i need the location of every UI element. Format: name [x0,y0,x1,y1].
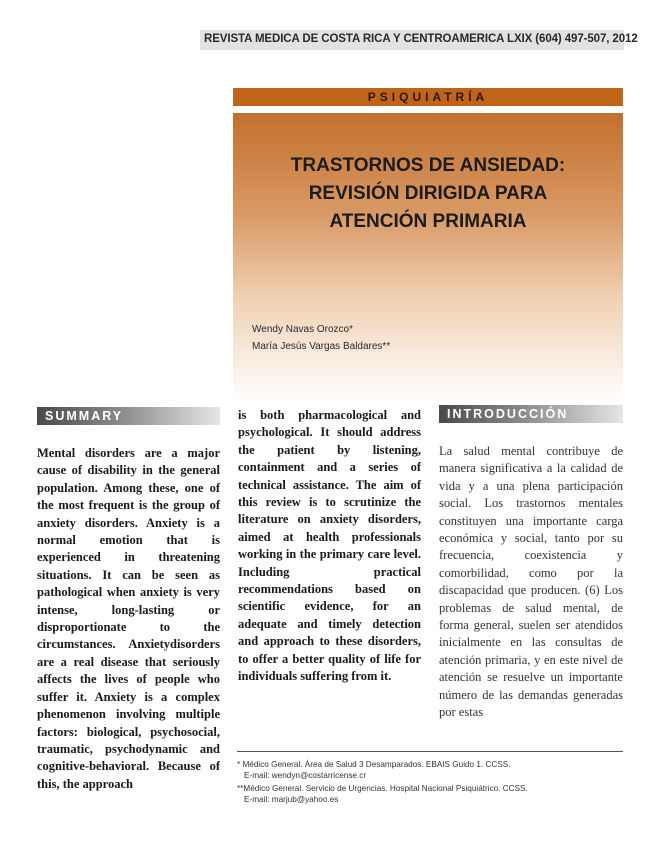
intro-heading-bar [439,405,623,423]
summary-heading-bar [37,407,220,425]
footnote-2: **Médico General. Servicio de Urgencias. Hospital Nacional Psiquiátrico. CCSS. [237,784,528,793]
footnote-1-email: E-mail: wendyn@costarricense.cr [244,771,367,780]
footnote-rule [237,751,623,752]
intro-heading: INTRODUCCIÓN [447,407,569,421]
footnote-2-email: E-mail: marjub@yahoo.es [244,795,339,804]
section-label: PSIQUIATRÍA [367,90,489,104]
title-line-3: ATENCIÓN PRIMARIA [329,211,527,232]
summary-heading: SUMMARY [45,409,124,423]
intro-text: La salud mental contribuye de manera significativa a la calidad de vida y a una plena participación social. Los trastornos mentales constituyen una importante carga económica y social, tanto por su frecuencia, coexistencia y comorbilidad, como por la discapacidad que producen. (6) Los problemas de salud mental, de forma general, suelen ser atendidos inicialmente en las consultas de atención primaria, y en este nivel de atención se resuelve un importante número de las demandas generadas por estas [439,444,623,720]
title-line-1: TRASTORNOS DE ANSIEDAD: [290,155,566,176]
author-1: Wendy Navas Orozco* [252,324,353,335]
journal-header: REVISTA MEDICA DE COSTA RICA Y CENTROAMERICA LXIX (604) 497-507, 2012 [204,33,638,45]
section-band [233,88,623,106]
summary-column-2: is both pharmacological and psychological. It should address the patient by listening, containment and a series of technical assistance. The aim of this review is to scrutinize the literature on anxiety disorders, aimed at health professionals working in the primary care level. Including practical recommendations based on scientific evidence, for an adequate and timely detection and approach to these disorders, to offer a better quality of life for individuals suffering from it. [238,408,421,684]
article-title [233,152,623,236]
footnote-1: * Médico General. Área de Salud 3 Desamparados. EBAIS Guido 1. CCSS. [237,760,511,769]
title-line-2: REVISIÓN DIRIGIDA PARA [308,183,548,204]
summary-column-1: Mental disorders are a major cause of disability in the general population. Among these, one of the most frequent is the group of anxiety disorders. Anxiety is a normal emotion that is experienced in threatening situations. It can be seen as pathological when anxiety is very intense, long-lasting or disproportionate to the circumstances. Anxietydisorders are a real disease that seriously affects the lives of people who suffer it. Anxiety is a complex phenomenon involving multiple factors: biological, psychosocial, traumatic, psychodynamic and cognitive-behavioral. Because of this, the approach [37,446,220,791]
author-2: María Jesús Vargas Baldares** [252,341,391,352]
